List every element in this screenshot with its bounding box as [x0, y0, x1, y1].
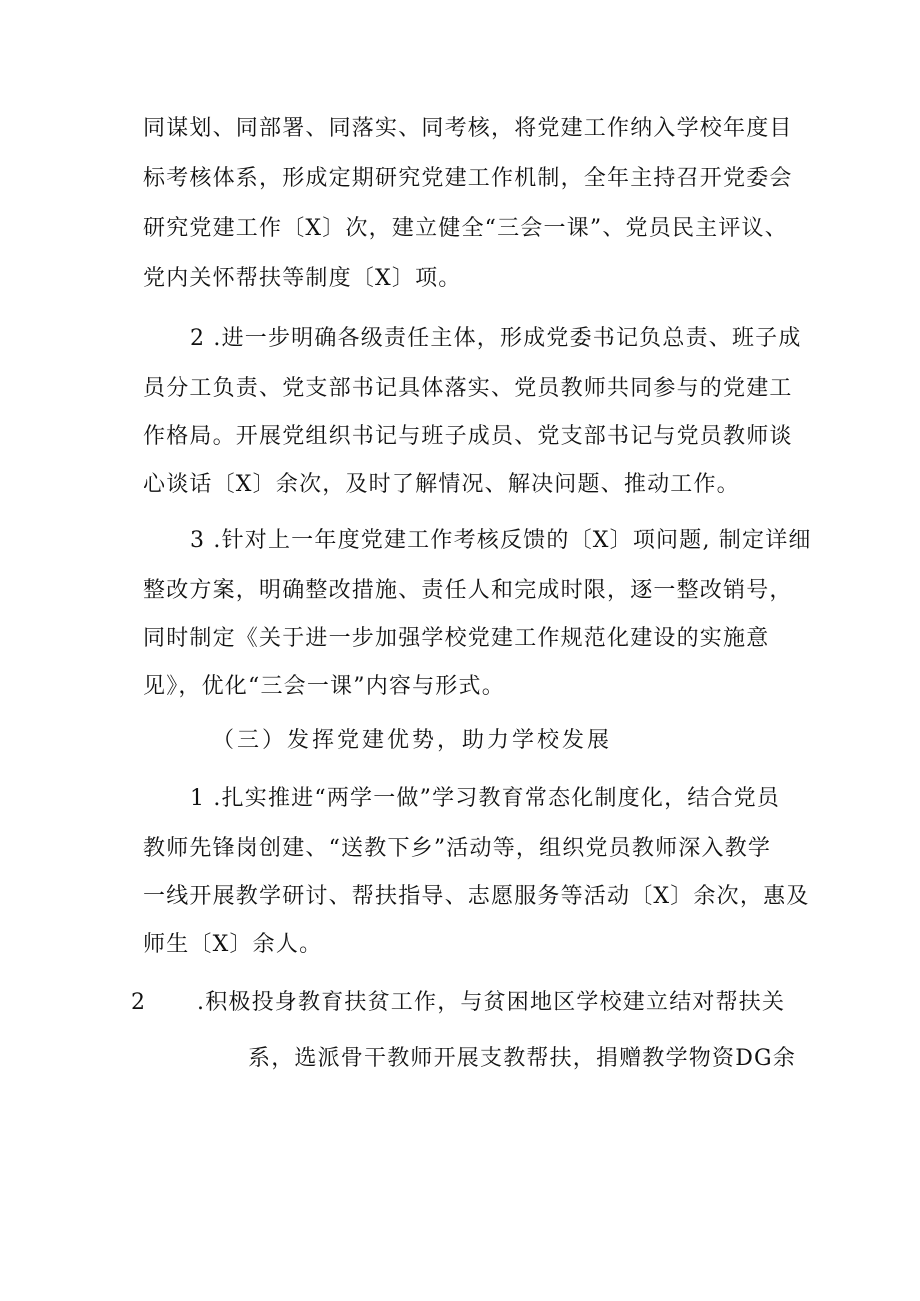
- text-line: 员分工负责、党支部书记具体落实、党员教师共同参与的党建工: [143, 376, 793, 401]
- text-line: 同时制定《关于进一步加强学校党建工作规范化建设的实施意: [143, 626, 770, 651]
- text-line: 2 .进一步明确各级责任主体，形成党委书记负总责、班子成: [190, 326, 802, 351]
- text-line: 教师先锋岗创建、“送教下乡”活动等，组织党员教师深入教学: [143, 836, 772, 861]
- text-line: 系，选派骨干教师开展支教帮扶，捐赠教学物资DG余: [248, 1046, 797, 1071]
- text-line: 标考核体系，形成定期研究党建工作机制，全年主持召开党委会: [143, 166, 793, 191]
- text-line: 作格局。开展党组织书记与班子成员、党支部书记与党员教师谈: [143, 424, 793, 449]
- section-heading: （三）发挥党建优势，助力学校发展: [212, 728, 613, 753]
- text-line: 师生〔X〕余人。: [143, 932, 323, 957]
- text-line: 1 .扎实推进“两学一做”学习教育常态化制度化，结合党员: [190, 786, 781, 811]
- text-line: 3 .针对上一年度党建工作考核反馈的〔X〕项问题, 制定详细: [190, 528, 812, 553]
- text-line: 心谈话〔X〕余次，及时了解情况、解决问题、推动工作。: [143, 472, 740, 497]
- list-number: 2: [131, 990, 145, 1015]
- text-line: 整改方案，明确整改措施、责任人和完成时限，逐一整改销号，: [143, 578, 793, 603]
- text-line: 一线开展教学研讨、帮扶指导、志愿服务等活动〔X〕余次，惠及: [143, 884, 810, 909]
- text-line: .积极投身教育扶贫工作，与贫困地区学校建立结对帮扶关: [197, 990, 786, 1015]
- text-line: 研究党建工作〔X〕次，建立健全“三会一课”、党员民主评议、: [143, 216, 788, 241]
- text-line: 同谋划、同部署、同落实、同考核，将党建工作纳入学校年度目: [143, 116, 793, 141]
- text-line: 党内关怀帮扶等制度〔X〕项。: [143, 266, 462, 291]
- text-line: 见》，优化“三会一课”内容与形式。: [143, 674, 505, 699]
